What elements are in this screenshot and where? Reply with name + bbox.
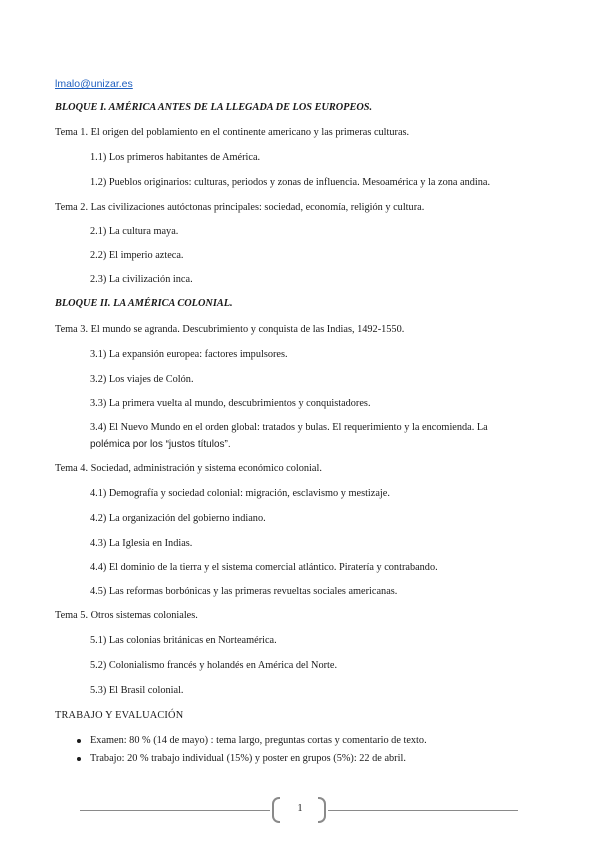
- tema-4-title: Tema 4. Sociedad, administración y sistema económico colonial.: [55, 463, 322, 474]
- tema-3-item-4-continued: polémica por los “justos títulos”.: [90, 439, 231, 450]
- tema-2-item-2: 2.2) El imperio azteca.: [90, 250, 184, 261]
- tema-4-item-2: 4.2) La organización del gobierno indiano.: [90, 513, 266, 524]
- evaluation-bullet-work: Trabajo: 20 % trabajo individual (15%) y poster en grupos (5%): 22 de abril.: [90, 753, 406, 764]
- tema-4-item-5: 4.5) Las reformas borbónicas y las primeras revueltas sociales americanas.: [90, 586, 398, 597]
- evaluation-bullet-exam: Examen: 80 % (14 de mayo) : tema largo, preguntas cortas y comentario de texto.: [90, 735, 427, 746]
- bullet-dot-icon: [77, 739, 81, 743]
- footer-bracket-right-icon: [318, 797, 326, 823]
- tema-3-title: Tema 3. El mundo se agranda. Descubrimiento y conquista de las Indias, 1492-1550.: [55, 324, 405, 335]
- tema-1-item-1: 1.1) Los primeros habitantes de América.: [90, 152, 261, 163]
- block-1-title: BLOQUE I. AMÉRICA ANTES DE LA LLEGADA DE LOS EUROPEOS.: [55, 102, 373, 113]
- footer-rule-left: [80, 810, 270, 811]
- tema-5-item-3: 5.3) El Brasil colonial.: [90, 685, 184, 696]
- tema-2-title: Tema 2. Las civilizaciones autóctonas principales: sociedad, economía, religión y cultura.: [55, 202, 425, 213]
- contact-email-link[interactable]: lmalo@unizar.es: [55, 78, 133, 90]
- tema-4-item-3: 4.3) La Iglesia en Indias.: [90, 538, 193, 549]
- tema-3-item-1: 3.1) La expansión europea: factores impulsores.: [90, 349, 288, 360]
- footer-bracket-left-icon: [272, 797, 280, 823]
- tema-3-item-3: 3.3) La primera vuelta al mundo, descubrimientos y conquistadores.: [90, 398, 371, 409]
- tema-5-item-2: 5.2) Colonialismo francés y holandés en América del Norte.: [90, 660, 338, 671]
- tema-1-item-2: 1.2) Pueblos originarios: culturas, periodos y zonas de influencia. Mesoamérica y la zona andina.: [90, 177, 491, 188]
- evaluation-heading: TRABAJO Y EVALUACIÓN: [55, 710, 184, 721]
- tema-2-item-1: 2.1) La cultura maya.: [90, 226, 179, 237]
- tema-2-item-3: 2.3) La civilización inca.: [90, 274, 193, 285]
- tema-5-item-1: 5.1) Las colonias británicas en Norteamérica.: [90, 635, 277, 646]
- page-number: 1: [297, 803, 303, 814]
- footer-rule-right: [328, 810, 518, 811]
- tema-1-title: Tema 1. El origen del poblamiento en el continente americano y las primeras culturas.: [55, 127, 410, 138]
- tema-3-item-4: 3.4) El Nuevo Mundo en el orden global: tratados y bulas. El requerimiento y la encomienda. La: [90, 422, 488, 433]
- block-2-title: BLOQUE II. LA AMÉRICA COLONIAL.: [55, 298, 233, 309]
- tema-4-item-4: 4.4) El dominio de la tierra y el sistema comercial atlántico. Piratería y contrabando.: [90, 562, 438, 573]
- bullet-dot-icon: [77, 757, 81, 761]
- tema-3-item-2: 3.2) Los viajes de Colón.: [90, 374, 194, 385]
- tema-4-item-1: 4.1) Demografía y sociedad colonial: migración, esclavismo y mestizaje.: [90, 488, 390, 499]
- tema-5-title: Tema 5. Otros sistemas coloniales.: [55, 610, 198, 621]
